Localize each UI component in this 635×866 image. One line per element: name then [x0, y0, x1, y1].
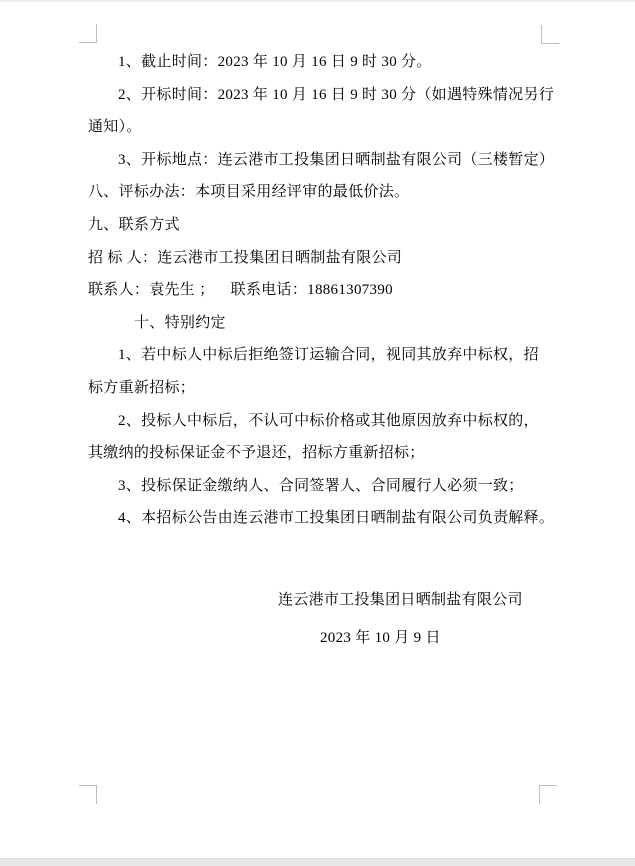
paragraph-line: 1、若中标人中标后拒绝签订运输合同，视同其放弃中标权，招: [118, 347, 539, 364]
crop-mark-top-right-icon: [541, 25, 559, 44]
paragraph-line: 3、投标保证金缴纳人、合同签署人、合同履行人必须一致；: [118, 477, 524, 494]
paragraph-line: 2、投标人中标后，不认可中标价格或其他原因放弃中标权的，: [118, 412, 539, 429]
paragraph-line: 1、截止时间：2023 年 10 月 16 日 9 时 30 分。: [118, 54, 432, 70]
page-top-edge: [0, 0, 635, 2]
paragraph-line: 通知）。: [88, 119, 142, 136]
closing-date: 2023 年 10 月 9 日: [320, 630, 441, 646]
paragraph-line: 其缴纳的投标保证金不予退还，招标方重新招标；: [88, 445, 425, 462]
paragraph-line: 3、开标地点：连云港市工投集团日晒制盐有限公司（三楼暂定）: [118, 151, 555, 168]
crop-mark-bottom-left-icon: [79, 785, 97, 804]
page-bottom-edge: [0, 858, 635, 866]
paragraph-line: 十、特别约定: [134, 314, 226, 331]
paragraph-line: 联系人：袁先生 ； 联系电话：18861307390: [88, 282, 393, 299]
paragraph-line: 标方重新招标；: [88, 379, 196, 396]
closing-company: 连云港市工投集团日晒制盐有限公司: [278, 592, 523, 608]
paragraph-line: 招 标 人：连云港市工投集团日晒制盐有限公司: [88, 249, 403, 266]
paragraph-line: 4、本招标公告由连云港市工投集团日晒制盐有限公司负责解释。: [118, 510, 555, 527]
paragraph-line: 八、评标办法：本项目采用经评审的最低价法。: [88, 184, 410, 201]
crop-mark-bottom-right-icon: [539, 785, 557, 804]
paragraph-line: 九、联系方式: [88, 216, 180, 233]
paragraph-line: 2、开标时间：2023 年 10 月 16 日 9 时 30 分（如遇特殊情况另行: [118, 86, 555, 103]
document-body: [88, 46, 555, 535]
crop-mark-top-left-icon: [79, 24, 97, 43]
